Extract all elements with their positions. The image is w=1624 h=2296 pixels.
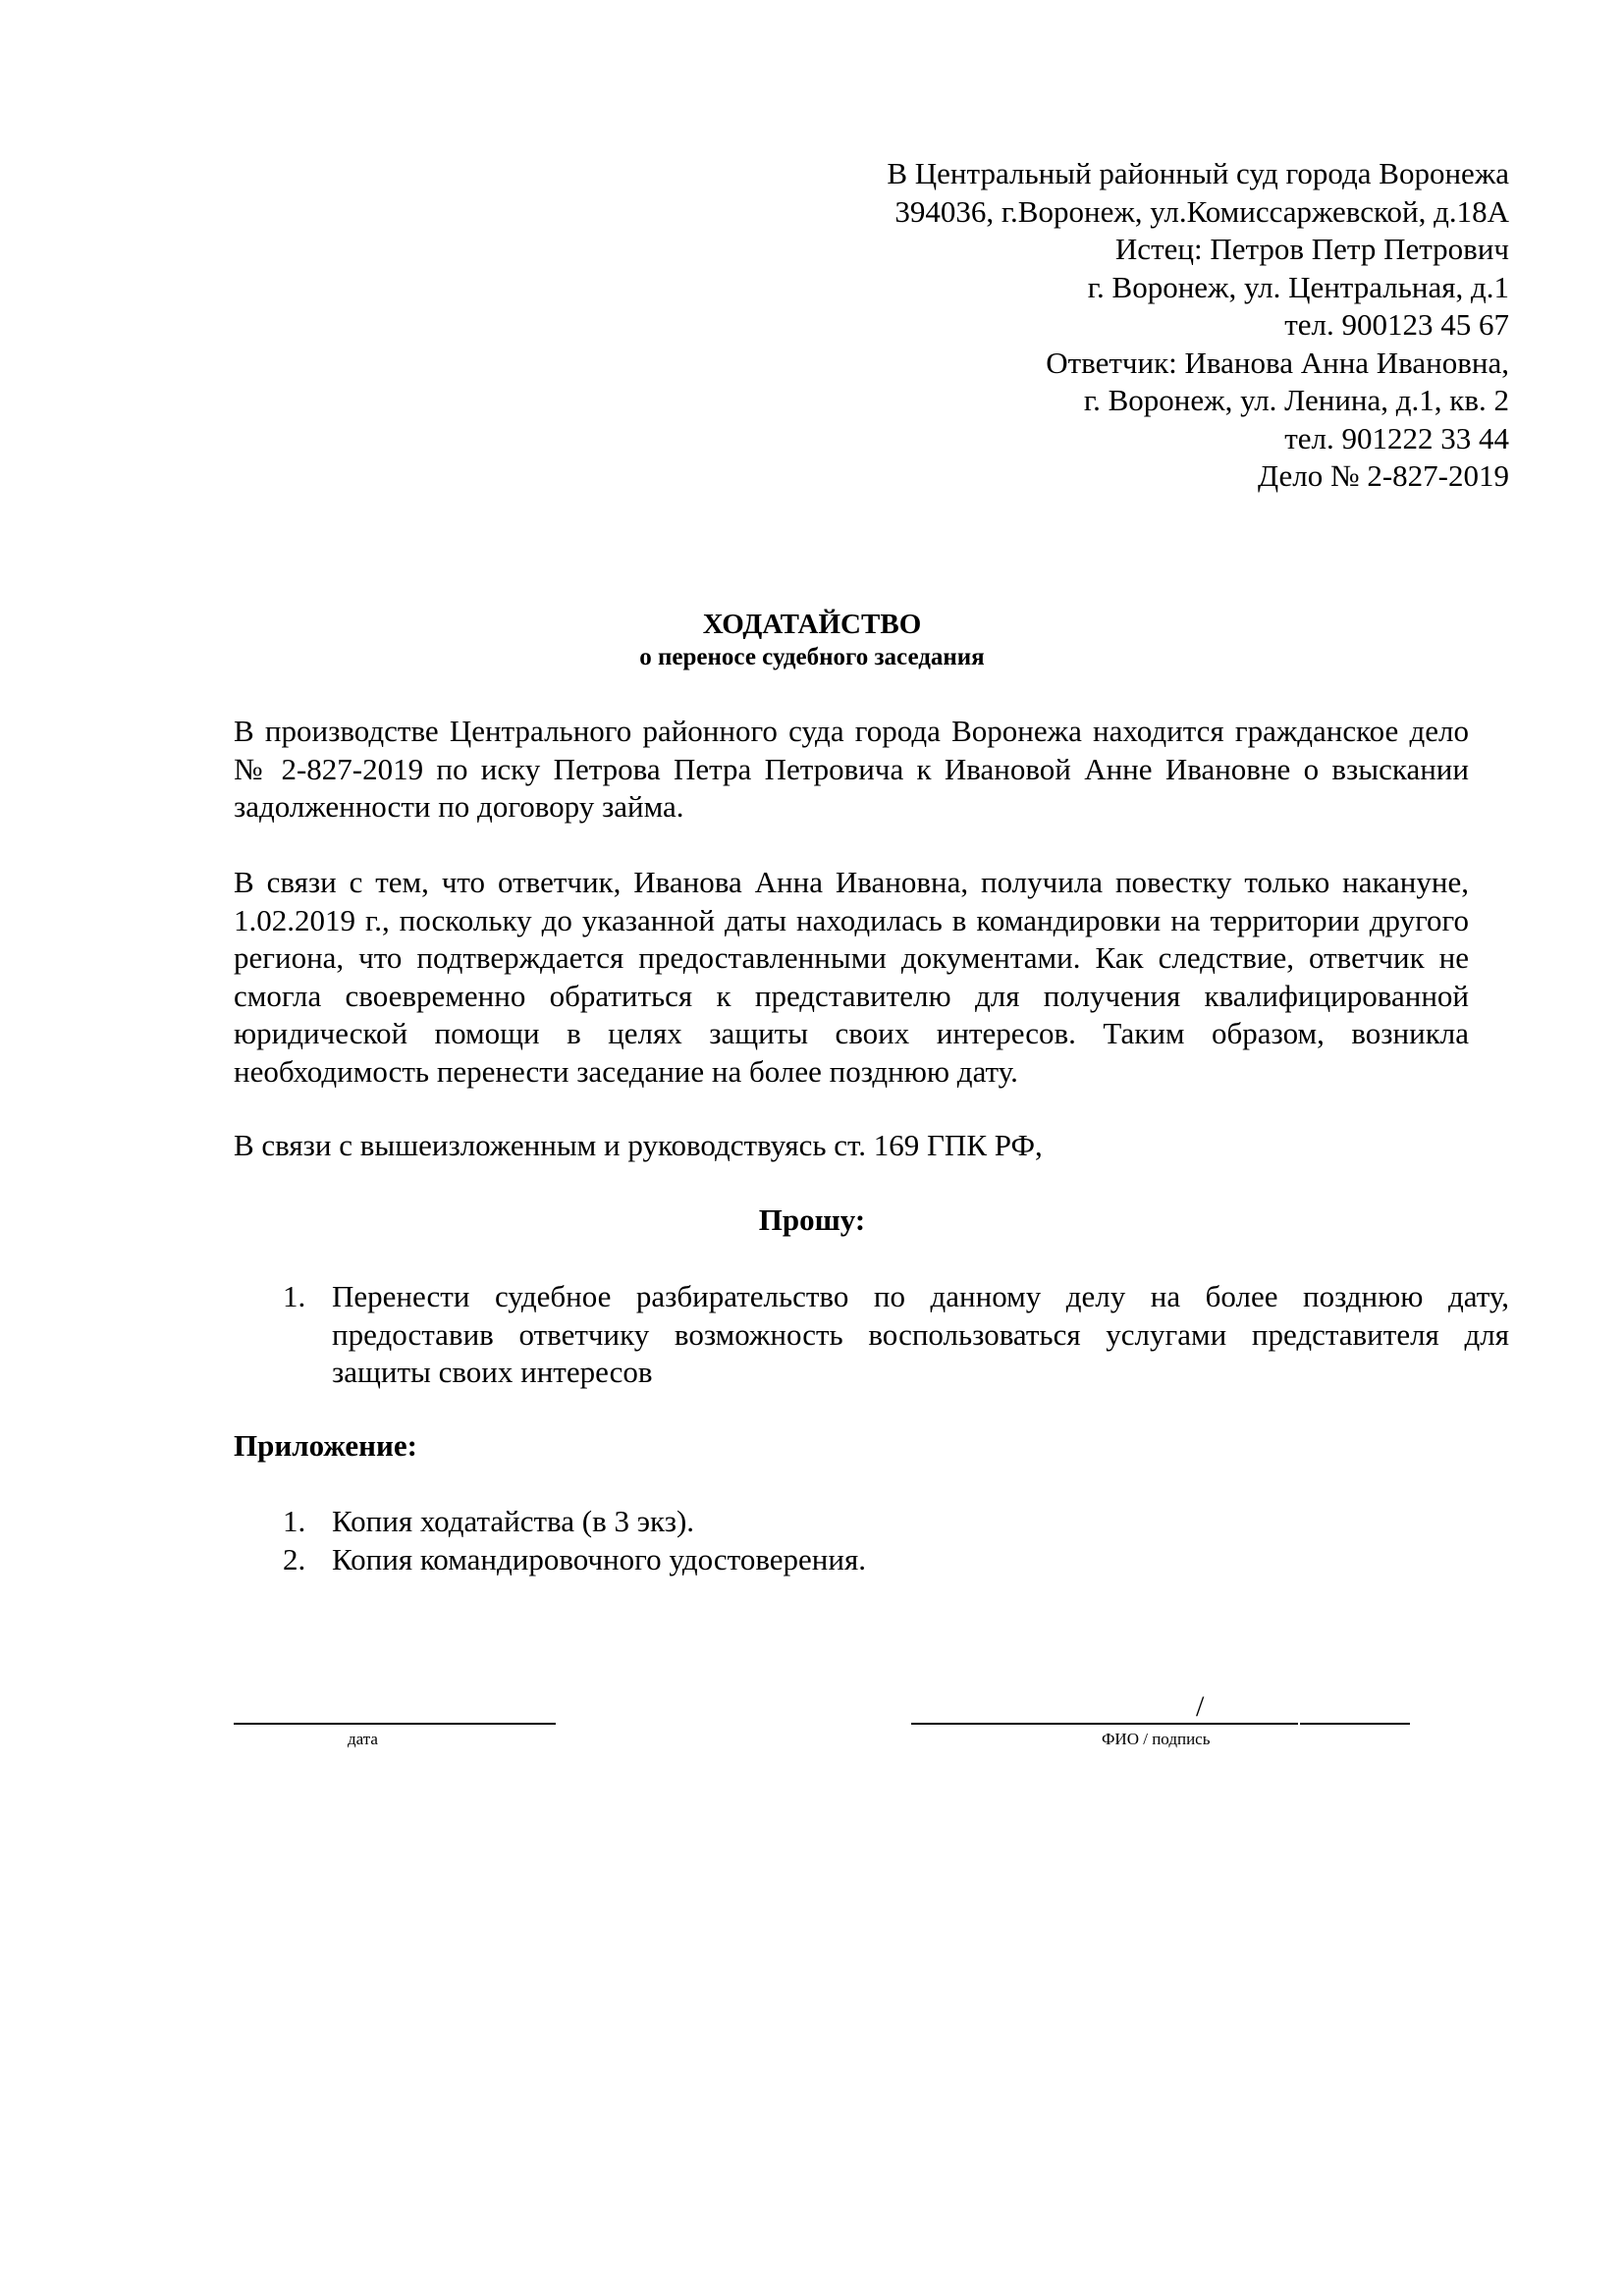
list-item-number: 1. (283, 1279, 306, 1313)
plaintiff-name: Истец: Петров Петр Петрович (1114, 232, 1509, 266)
list-item-number: 2. (283, 1541, 306, 1576)
attachments-list (283, 1503, 1461, 1578)
plaintiff-address: г. Воронеж, ул. Центральная, д.1 (1087, 269, 1509, 304)
addressee-block (625, 155, 1509, 496)
request-heading: Прошу: (758, 1202, 866, 1237)
document-subtitle: о переносе судебного заседания (639, 644, 985, 670)
list-item (283, 1278, 1509, 1392)
fio-signature-line (911, 1723, 1298, 1725)
date-caption: дата (348, 1730, 378, 1748)
paragraph-legal-basis: В связи с вышеизложенным и руководствуясь ст. 169 ГПК РФ, (234, 1128, 1043, 1162)
date-line (234, 1723, 556, 1725)
fio-signature-caption: ФИО / подпись (1102, 1730, 1211, 1748)
paragraph-case-info: В производстве Центрального районного суда города Воронежа находится гражданское дело № 2-827-2019 по иску Петрова Петра Петровича к Ивановой Анне Ивановне о взыскании задолженности по договору займа. (234, 714, 1469, 824)
document-title: ХОДАТАЙСТВО (702, 609, 922, 640)
defendant-address: г. Воронеж, ул. Ленина, д.1, кв. 2 (1083, 383, 1509, 417)
list-item-text: Копия ходатайства (в 3 экз). (332, 1504, 695, 1538)
list-item (283, 1541, 1461, 1579)
list-item-number: 1. (283, 1504, 306, 1538)
court-name: В Центральный районный суд города Воронежа (887, 156, 1509, 190)
attachments-heading: Приложение: (234, 1428, 417, 1463)
list-item (283, 1503, 1461, 1541)
list-item-text: Копия командировочного удостоверения. (332, 1541, 866, 1576)
list-item-text: Перенести судебное разбирательство по данному делу на более позднюю дату, предоставив ответчику возможность воспользоваться услугами представителя для защиты своих интересов (332, 1279, 1509, 1389)
plaintiff-phone: тел. 900123 45 67 (1284, 307, 1509, 342)
paragraph-reasons: В связи с тем, что ответчик, Иванова Анна Ивановна, получила повестку только накануне, 1.02.2019 г., поскольку до указанной даты находилась в командировки на территории другого региона, что подтверждается предоставленными документами. Как следствие, ответчик не смогла своевременно обратиться к представителю для получения квалифицированной юридической помощи в целях защиты своих интересов. Таким образом, возникла необходимость перенести заседание на более позднюю дату. (234, 865, 1469, 1089)
defendant-name: Ответчик: Иванова Анна Ивановна, (1046, 345, 1509, 380)
court-address: 394036, г.Воронеж, ул.Комиссаржевской, д.18А (894, 193, 1509, 229)
request-list (283, 1278, 1509, 1392)
signature-line-tail (1300, 1723, 1410, 1725)
signature-slash: / (1196, 1690, 1205, 1723)
defendant-phone: тел. 901222 33 44 (1284, 420, 1509, 455)
case-number: Дело № 2-827-2019 (1258, 458, 1509, 493)
